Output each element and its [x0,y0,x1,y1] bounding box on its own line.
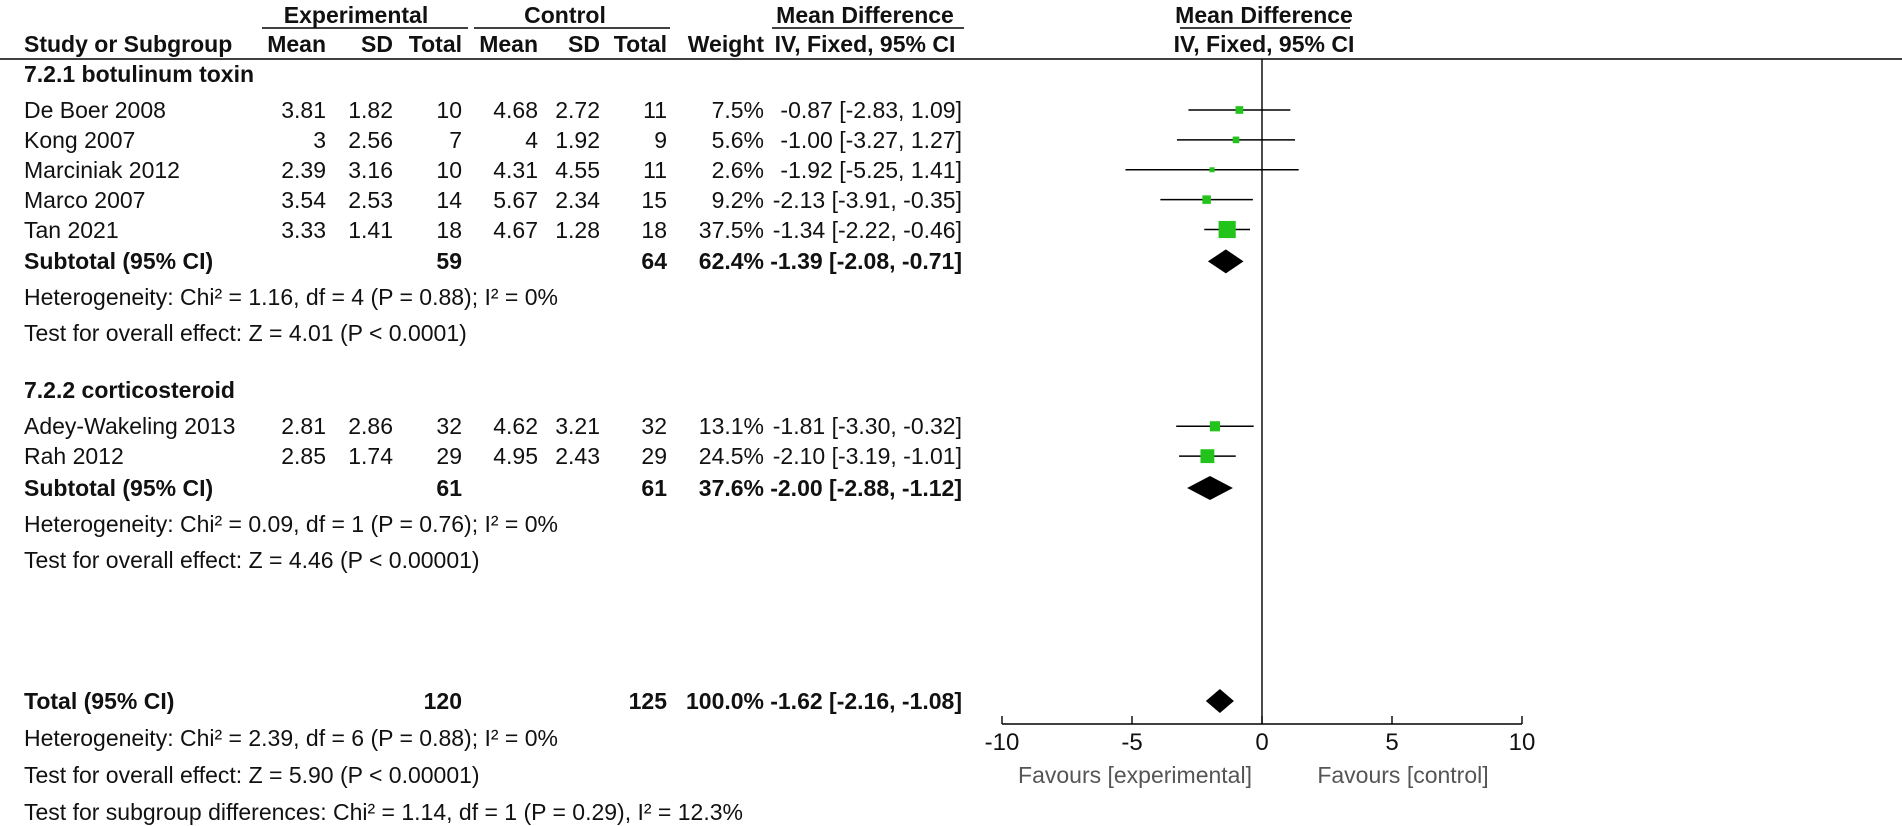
total-diamond [1206,689,1234,713]
study-name: De Boer 2008 [24,97,166,123]
study-ci: -1.81 [-3.30, -0.32] [772,413,962,440]
ctrl-total: 9 [654,126,667,153]
subtotal-ci: -2.00 [-2.88, -1.12] [770,475,962,502]
ctrl-sd: 2.72 [555,97,600,123]
study-marker [1219,221,1236,238]
study-name: Marco 2007 [24,186,146,213]
study-weight: 24.5% [698,443,764,470]
ctrl-mean: 4.31 [493,156,538,183]
ctrl-total: 18 [641,216,667,243]
study-marker [1210,167,1215,172]
ctrl-sd: 2.43 [555,443,600,470]
subgroup-title: 7.2.1 botulinum toxin [24,61,255,87]
study-weight: 37.5% [698,216,764,243]
ctrl-total: 29 [641,443,667,470]
exp-total: 29 [436,443,462,470]
subtotal-weight: 37.6% [698,475,764,502]
study-weight: 7.5% [711,97,764,123]
study-ci: -1.00 [-3.27, 1.27] [780,126,962,153]
exp-mean: 2.81 [281,413,326,440]
study-ci: -2.13 [-3.91, -0.35] [772,186,962,213]
exp-total: 14 [436,186,462,213]
total-label: Total (95% CI) [24,688,175,714]
study-weight: 2.6% [711,156,764,183]
col-total2: Total [613,31,667,57]
x-tick-label: -5 [1121,729,1143,756]
study-marker [1202,195,1210,203]
study-marker [1200,449,1214,463]
ctrl-sd: 3.21 [555,413,600,440]
study-ci: -2.10 [-3.19, -1.01] [772,443,962,470]
exp-mean: 3.81 [281,97,326,123]
col-sd2: SD [568,31,600,57]
study-name: Marciniak 2012 [24,156,180,183]
study-ci: -1.34 [-2.22, -0.46] [772,216,962,243]
footer-text: Test for overall effect: Z = 5.90 (P < 0.00001) [24,762,480,788]
subtotal-label: Subtotal (95% CI) [24,248,214,275]
col-total1: Total [408,31,462,57]
study-marker [1236,106,1244,114]
exp-total: 10 [436,156,462,183]
favours-control: Favours [control] [1317,762,1489,788]
ctrl-sd: 1.28 [555,216,600,243]
exp-sd: 1.41 [348,216,393,243]
ctrl-sd: 4.55 [555,156,600,183]
x-tick-label: 5 [1385,729,1399,756]
study-ci: -0.87 [-2.83, 1.09] [780,97,962,123]
exp-mean: 2.85 [281,443,326,470]
ctrl-sd: 2.34 [555,186,600,213]
col-md-method: IV, Fixed, 95% CI [774,31,956,57]
subtotal-diamond [1187,476,1233,500]
col-mean2: Mean [479,31,538,57]
footer-text: Test for subgroup differences: Chi² = 1.14, df = 1 (P = 0.29), I² = 12.3% [24,799,743,825]
study-name: Tan 2021 [24,216,119,243]
subtotal-exp-total: 59 [436,248,462,275]
ctrl-mean: 4 [525,126,538,153]
exp-total: 18 [436,216,462,243]
ctrl-mean: 4.62 [493,413,538,440]
ctrl-mean: 4.68 [493,97,538,123]
subgroup-title: 7.2.2 corticosteroid [24,377,235,404]
total-exp-total: 120 [423,688,462,714]
header-plot-title: Mean Difference [1175,2,1353,28]
heterogeneity-text: Heterogeneity: Chi² = 1.16, df = 4 (P = 0.88); I² = 0% [24,284,558,311]
plot-method: IV, Fixed, 95% CI [1173,31,1355,57]
header-md-title: Mean Difference [776,2,954,28]
x-tick-label: 10 [1508,729,1536,756]
total-ctrl-total: 125 [628,688,667,714]
study-marker [1210,421,1220,431]
total-weight: 100.0% [685,688,764,714]
ctrl-total: 11 [643,97,667,123]
col-mean1: Mean [267,31,326,57]
subtotal-ctrl-total: 64 [641,248,667,275]
study-name: Adey-Wakeling 2013 [24,413,236,440]
header-experimental: Experimental [283,2,429,28]
study-name: Rah 2012 [24,443,124,470]
exp-sd: 2.53 [348,186,393,213]
exp-sd: 2.56 [348,126,393,153]
exp-total: 32 [436,413,462,440]
ctrl-total: 32 [641,413,667,440]
overall-effect-text: Test for overall effect: Z = 4.01 (P < 0.0001) [24,320,467,347]
study-weight: 9.2% [711,186,764,213]
subtotal-diamond [1208,249,1244,273]
subtotal-weight: 62.4% [698,248,764,275]
ctrl-mean: 5.67 [493,186,538,213]
study-name: Kong 2007 [24,126,136,153]
study-ci: -1.92 [-5.25, 1.41] [780,156,962,183]
overall-effect-text: Test for overall effect: Z = 4.46 (P < 0.00001) [24,547,480,574]
exp-mean: 3 [313,126,326,153]
header-control: Control [524,2,606,28]
exp-total: 7 [449,126,462,153]
exp-mean: 3.54 [281,186,326,213]
heterogeneity-text: Heterogeneity: Chi² = 0.09, df = 1 (P = 0.76); I² = 0% [24,511,558,538]
col-weight: Weight [687,31,764,57]
exp-sd: 1.82 [348,97,393,123]
study-weight: 13.1% [698,413,764,440]
col-study: Study or Subgroup [24,31,233,57]
exp-sd: 3.16 [348,156,393,183]
col-sd1: SD [361,31,393,57]
exp-sd: 2.86 [348,413,393,440]
ctrl-total: 15 [641,186,667,213]
ctrl-mean: 4.95 [493,443,538,470]
x-tick-label: 0 [1255,729,1269,756]
ctrl-mean: 4.67 [493,216,538,243]
favours-experimental: Favours [experimental] [1018,762,1252,788]
x-tick-label: -10 [984,729,1020,756]
exp-mean: 2.39 [281,156,326,183]
subtotal-ci: -1.39 [-2.08, -0.71] [770,248,962,275]
exp-sd: 1.74 [348,443,393,470]
subtotal-exp-total: 61 [436,475,462,502]
study-marker [1233,137,1240,144]
ctrl-sd: 1.92 [555,126,600,153]
subtotal-label: Subtotal (95% CI) [24,475,214,502]
study-weight: 5.6% [711,126,764,153]
subtotal-ctrl-total: 61 [641,475,667,502]
ctrl-total: 11 [643,156,667,183]
exp-total: 10 [436,97,462,123]
total-ci: -1.62 [-2.16, -1.08] [770,688,962,714]
exp-mean: 3.33 [281,216,326,243]
footer-text: Heterogeneity: Chi² = 2.39, df = 6 (P = 0.88); I² = 0% [24,725,558,751]
